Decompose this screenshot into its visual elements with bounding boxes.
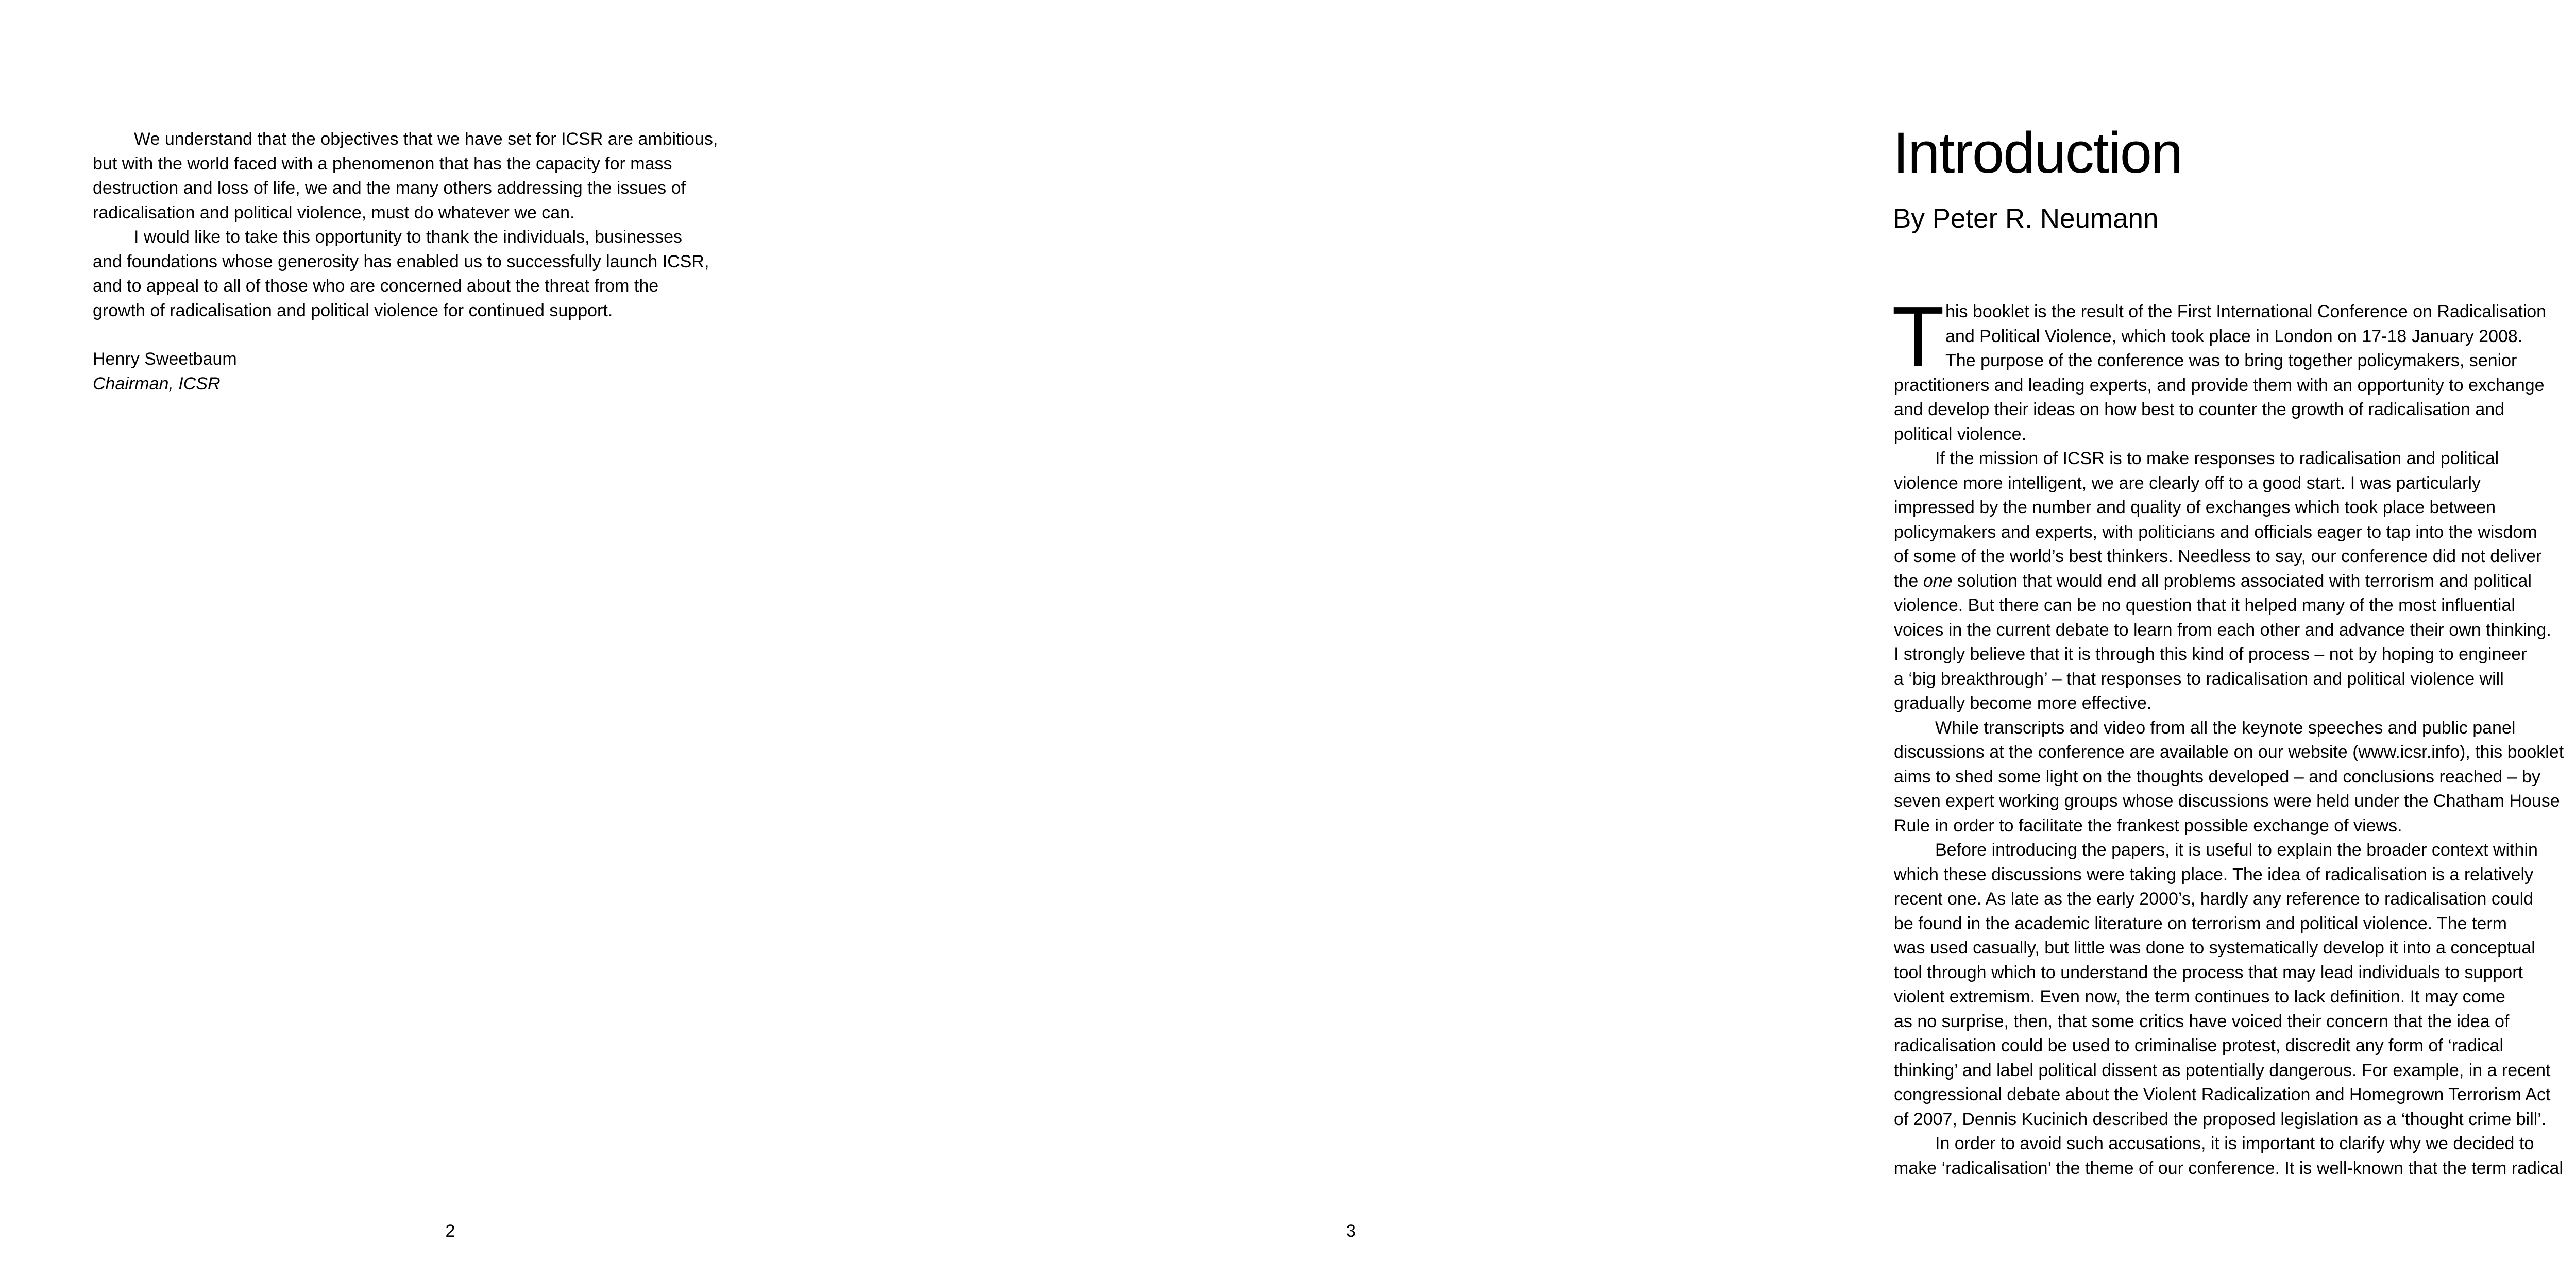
left-page [0, 0, 901, 1278]
left-page-text [93, 127, 927, 323]
drop-cap-letter: T [1892, 289, 1945, 385]
right-page-text [1892, 289, 2576, 1181]
body-paragraph: Before introducing the papers, it is useful to explain the broader context within which these discussions were taking place. The idea of radicalisation is a relatively recent one. As late as the early 2000’s, hardly any reference to radicalisation could be found in the academic literature on terrorism and political violence. The term was used casually, but little was done to systematically develop it into a conceptual tool through which to understand the process that may lead individuals to support violent extremism. Even now, the term continues to lack definition. It may come as no surprise, then, that some critics have voiced their concern that the idea of radicalisation could be used to criminalise protest, discredit any form of ‘radical thinking’ and label political dissent as potentially dangerous. For example, in a recent congressional debate about the Violent Radicalization and Homegrown Terrorism Act of 2007, Dennis Kucinich described the proposed legislation as a ‘thought crime bill’. [1894, 840, 2551, 1129]
body-paragraph: While transcripts and video from all the keynote speeches and public panel discussions at the conference are available on our website (www.icsr.info), this booklet aims to shed some light on the thoughts developed – and conclusions reached – by seven expert working groups whose discussions were held under the Chatham House Rule in order to facilitate the frankest possible exchange of views. [1894, 718, 2564, 836]
body-paragraph: If the mission of ICSR is to make responses to radicalisation and political violence more intelligent, we are clearly off to a good start. I was particularly impressed by the number and quality of exchanges which took place between policymakers and experts, with politicians and officials eager to tap into the wisdom of some of the world’s best thinkers. Needless to say, our conference did not deliver the one solution that would end all problems associated with terrorism and political violence. But there can be no question that it helped many of the most influential voices in the current debate to learn from each other and advance their own thinking. I strongly believe that it is through this kind of process – not by hoping to engineer a ‘big breakthrough’ – that responses to radicalisation and political violence will gradually become more effective. [1894, 449, 2551, 713]
body-paragraph: T his booklet is the result of the First International Conference on Radicalisation and Political Violence, which took place in London on 17-18 January 2008. The purpose of the conference was to bring together policymakers, senior practitioners and leading experts, and provide them with an opportunity to exchange and develop their ideas on how best to counter the growth of radicalisation and political violence. [1892, 289, 2547, 444]
body-paragraph: We understand that the objectives that we have set for ICSR are ambitious, but with the world faced with a phenomenon that has the capacity for mass destruction and loss of life, we and the many others addressing the issues of radicalisation and political violence, must do whatever we can. [93, 129, 718, 223]
right-page [901, 0, 2564, 1278]
chapter-title: Introduction [1893, 121, 2182, 185]
body-paragraph: In order to avoid such accusations, it is important to clarify why we decided to make ‘radicalisation’ the theme of our conference. It is well-known that the term radical [1894, 1134, 2563, 1178]
signature-name: Henry Sweetbaum [93, 349, 237, 369]
body-paragraph: I would like to take this opportunity to thank the individuals, businesses and foundations whose generosity has enabled us to successfully launch ICSR, and to appeal to all of those who are concerned about the threat from the growth of radicalisation and political violence for continued support. [93, 227, 709, 320]
byline: By Peter R. Neumann [1893, 203, 2159, 234]
signature-block [93, 347, 237, 396]
page-number-left: 2 [445, 1221, 455, 1241]
page-number-right: 3 [1346, 1221, 1356, 1241]
signature-title: Chairman, ICSR [93, 373, 221, 394]
